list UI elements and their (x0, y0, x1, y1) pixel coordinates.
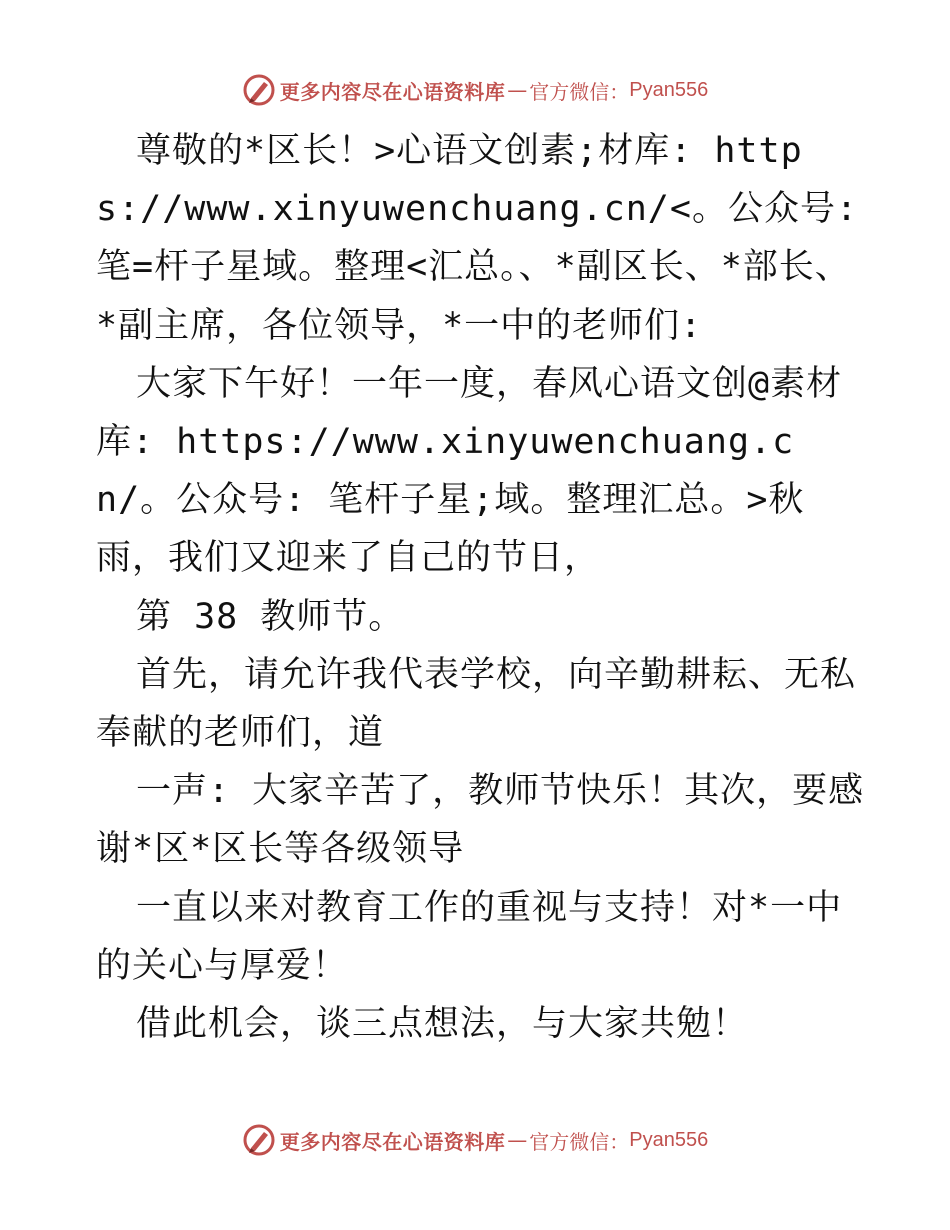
paragraph: 第 38 教师节。 (136, 596, 405, 637)
pen-logo-icon (242, 73, 276, 107)
paragraph: 首先，请允许我代表学校，向辛勤耕耘、无私奉献的老师们，道 (96, 654, 857, 754)
paragraph: 借此机会，谈三点想法，与大家共勉！ (136, 1004, 749, 1045)
paragraph: 一直以来对教育工作的重视与支持！对*一中的关心与厚爱！ (96, 887, 843, 986)
banner-dash: — (507, 78, 528, 102)
footer-banner (0, 1120, 950, 1160)
banner-wechat-label: 官方微信： (529, 79, 630, 104)
header-banner (0, 70, 950, 110)
paragraph: 大家下午好！一年一度，春风心语文创@素材库: https://www.xinyuwenchuang.cn/。公众号: 笔杆子星;域。整理汇总。>秋雨，我们又迎来了自己的节日， (96, 363, 843, 579)
banner-dash: — (507, 1128, 528, 1152)
banner-wechat-label: 官方微信： (529, 1129, 630, 1154)
paragraph: 一声: 大家辛苦了，教师节快乐！其次，要感谢*区*区长等各级领导 (96, 771, 865, 870)
pen-logo-icon (242, 1123, 276, 1157)
paragraph: 尊敬的*区长！>心语文创素;材库: https://www.xinyuwenchuang.cn/<。公众号: 笔=杆子星域。整理<汇总。、*副区长、*部长、*副主席，各位领导，*一中的老师们: (96, 131, 859, 346)
banner-title: 更多内容尽在心语资料库 (279, 79, 506, 104)
document-body (96, 122, 866, 1053)
banner-title: 更多内容尽在心语资料库 (279, 1129, 506, 1154)
banner-wechat-id: Pyan556 (629, 1128, 709, 1151)
banner-wechat-id: Pyan556 (629, 78, 709, 101)
